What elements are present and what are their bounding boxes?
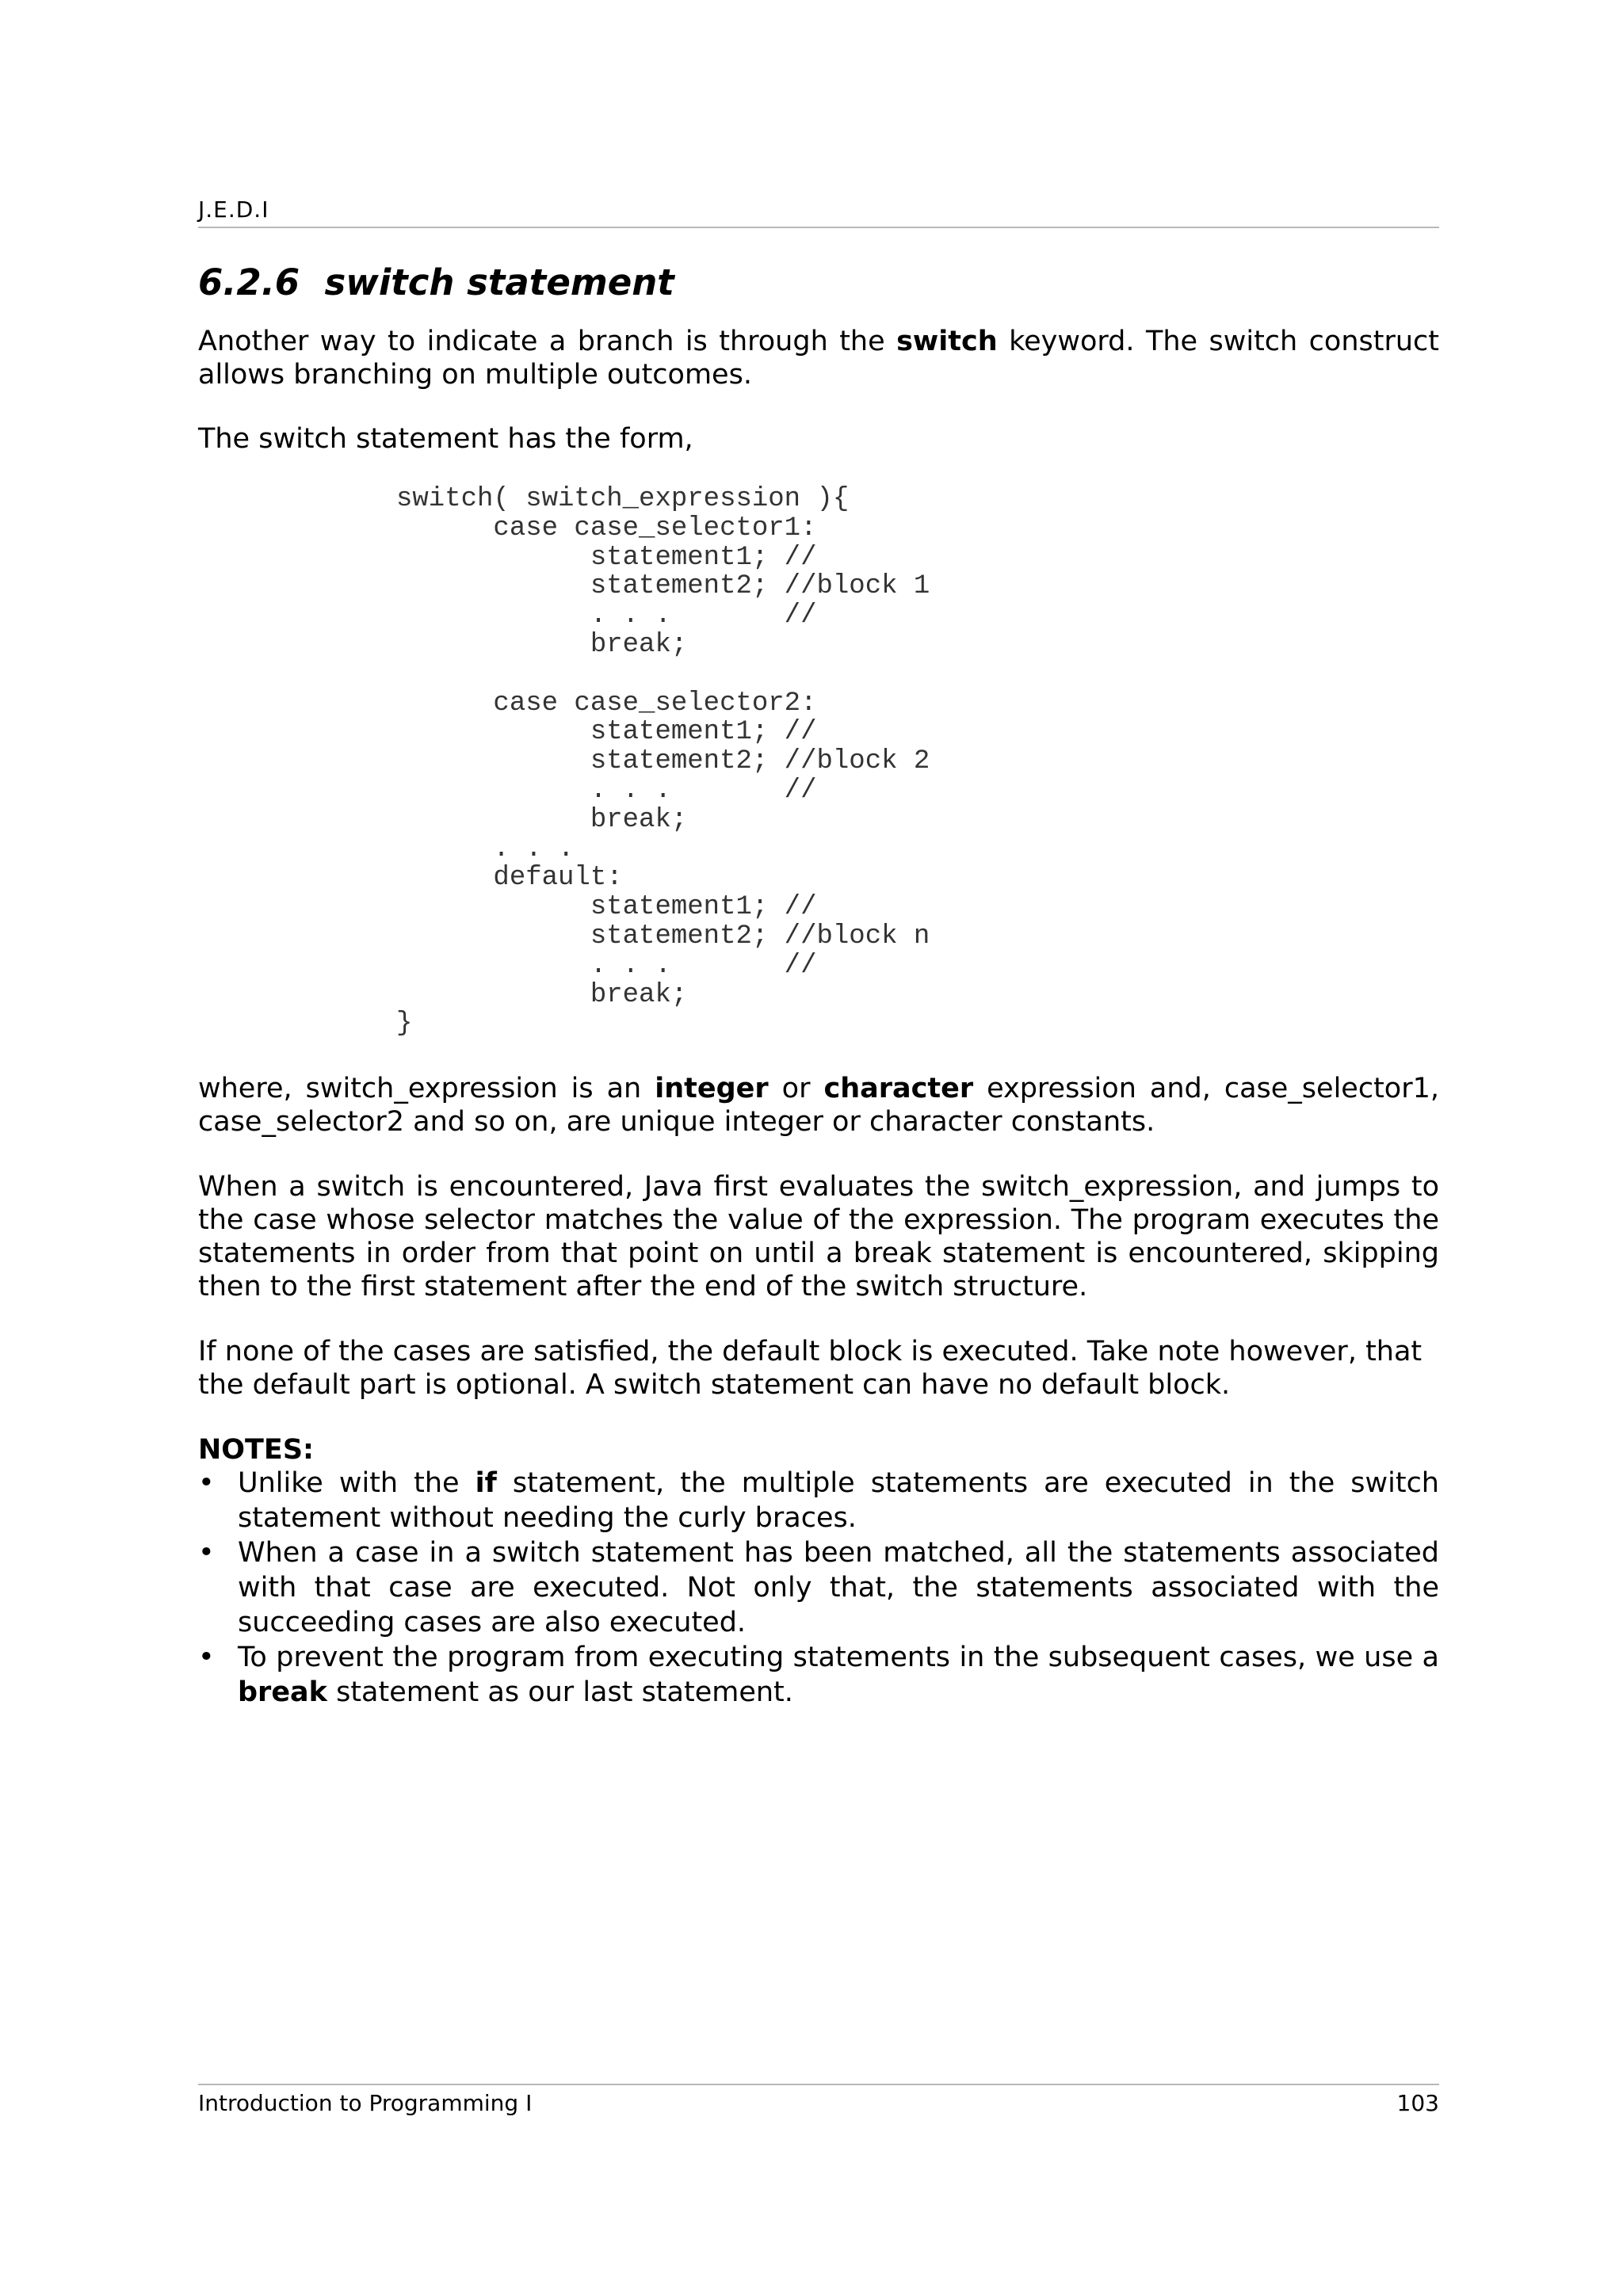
header-rule <box>198 227 1439 228</box>
page-number: 103 <box>1396 2090 1439 2116</box>
notes-heading: NOTES: <box>198 1434 315 1466</box>
code-line: . . . // <box>396 775 817 806</box>
note-text: To prevent the program from executing statements in the subsequent cases, we use a <box>238 1642 1439 1673</box>
code-line: break; <box>396 979 688 1010</box>
default-paragraph: If none of the cases are satisfied, the default block is executed. Take note however, that the default part is optional. A switch statement can have no default block. <box>198 1336 1423 1401</box>
code-block <box>396 485 930 1039</box>
code-line: case case_selector1: <box>396 513 817 543</box>
intro-paragraph <box>198 325 1439 391</box>
section-title: switch statement <box>324 261 674 303</box>
code-line: case case_selector2: <box>396 688 817 719</box>
section-number: 6.2.6 <box>198 261 300 303</box>
where-text-c: or <box>768 1073 824 1104</box>
note-text: Unlike with the <box>238 1467 475 1499</box>
list-item <box>198 1535 1439 1640</box>
code-line: statement1; // <box>396 717 817 748</box>
running-header: J.E.D.I <box>198 196 269 223</box>
code-line: . . . // <box>396 601 817 631</box>
code-line: statement2; //block 1 <box>396 571 930 602</box>
where-text-e: expression and, case_selector1, case_selector2 and so on, are unique integer or character constants. <box>198 1073 1439 1138</box>
bullet-icon: • <box>198 1537 215 1569</box>
code-line: break; <box>396 804 688 835</box>
code-line: statement2; //block n <box>396 921 930 952</box>
bullet-icon: • <box>198 1642 215 1673</box>
code-line: default: <box>396 863 623 894</box>
footer-title: Introduction to Programming I <box>198 2090 533 2116</box>
code-line: statement1; // <box>396 542 817 573</box>
intro-text-a: Another way to indicate a branch is through the <box>198 326 897 357</box>
code-line: break; <box>396 629 688 660</box>
document-page <box>198 0 1439 2296</box>
where-paragraph <box>198 1072 1439 1138</box>
bullet-icon: • <box>198 1467 215 1499</box>
list-item <box>198 1640 1439 1710</box>
note-text: statement, the multiple statements are executed in the switch statement without needing the curly braces. <box>238 1467 1439 1534</box>
note-text: When a case in a switch statement has been matched, all the statements associated with that case are executed. Not only that, the statements associated with the succeeding cases are also executed. <box>238 1537 1439 1638</box>
evaluation-paragraph: When a switch is encountered, Java first evaluates the switch_expression, and jumps to the case whose selector matches the value of the expression. The program executes the statements in order from that point on until a break statement is encountered, skipping then to the first statement after the end of the switch structure. <box>198 1171 1439 1302</box>
intro-keyword-switch: switch <box>896 326 998 357</box>
code-line: statement2; //block 2 <box>396 746 930 777</box>
note-keyword-break: break <box>238 1676 327 1708</box>
note-text: statement as our last statement. <box>327 1676 793 1708</box>
code-line: switch( switch_expression ){ <box>396 484 850 514</box>
form-paragraph: The switch statement has the form, <box>198 423 693 455</box>
section-heading <box>198 261 674 303</box>
code-line: } <box>396 1009 413 1039</box>
list-item <box>198 1466 1439 1535</box>
where-text-a: where, switch_expression is an <box>198 1073 655 1104</box>
footer-rule <box>198 2084 1439 2085</box>
code-line: . . . // <box>396 950 817 981</box>
where-keyword-character: character <box>823 1073 974 1104</box>
where-keyword-integer: integer <box>655 1073 769 1104</box>
code-line: statement1; // <box>396 892 817 923</box>
note-keyword-if: if <box>475 1467 497 1499</box>
intro-text-c: keyword. The switch construct allows branching on multiple outcomes. <box>198 326 1440 391</box>
code-line: . . . <box>396 833 575 864</box>
notes-list <box>198 1466 1439 1710</box>
